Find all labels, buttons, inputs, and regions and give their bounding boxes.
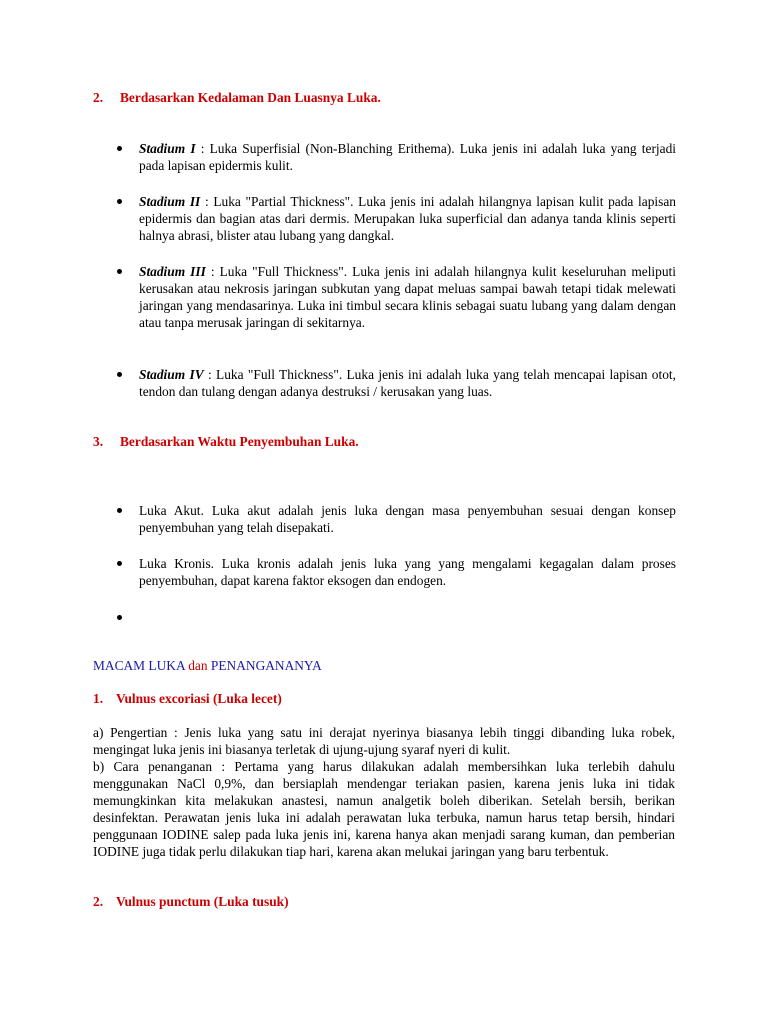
stadium-2-item bbox=[114, 193, 676, 244]
pengertian-paragraph: a) Pengertian : Jenis luka yang satu ini derajat nyerinya biasanya lebih tinggi dibanding luka robek, mengingat luka jenis ini biasanya terletak di ujung-ujung syaraf nyeri di kulit. bbox=[93, 725, 675, 757]
stadium-3-text: : Luka "Full Thickness". Luka jenis ini adalah hilangnya kulit keseluruhan meliputi kerusakan atau nekrosis jaringan subkutan yang dapat meluas sampai bawah tetapi tidak melewati jaringan yang mendasarinya. Luka ini timbul secara klinis sebagai suatu lubang yang dalam dengan atau tanpa merusak jaringan di sekitarnya. bbox=[139, 264, 676, 330]
luka-kronis-text: Luka Kronis. Luka kronis adalah jenis luka yang yang mengalami kegagalan dalam proses penyembuhan, dapat karena faktor eksogen dan endogen. bbox=[139, 556, 676, 588]
section-3-number: 3. bbox=[93, 434, 104, 449]
luka-akut-item bbox=[114, 502, 676, 536]
stadium-1-text: : Luka Superfisial (Non-Blanching Erithema). Luka jenis ini adalah luka yang terjadi pada lapisan epidermis kulit. bbox=[139, 141, 676, 173]
macam-title-part3: PENANGANANYA bbox=[207, 658, 322, 673]
section-2-heading bbox=[93, 89, 381, 106]
section-2-title: Berdasarkan Kedalaman Dan Luasnya Luka. bbox=[120, 90, 381, 105]
stadium-4-item bbox=[114, 366, 676, 400]
section-2-number: 2. bbox=[93, 90, 104, 105]
section-3-title: Berdasarkan Waktu Penyembuhan Luka. bbox=[120, 434, 359, 449]
stadium-2-text: : Luka "Partial Thickness". Luka jenis ini adalah hilangnya lapisan kulit pada lapisan epidermis dan bagian atas dari dermis. Merupakan luka superficial dan adanya tanda klinis seperti halnya abrasi, blister atau lubang yang dangkal. bbox=[139, 194, 676, 243]
stadium-4-term: Stadium IV bbox=[139, 367, 204, 382]
stadium-1-term: Stadium I bbox=[139, 141, 196, 156]
stadium-4-text: : Luka "Full Thickness". Luka jenis ini adalah luka yang telah mencapai lapisan otot, tendon dan tulang dengan adanya destruksi / kerusakan yang luas. bbox=[139, 367, 676, 399]
macam-title-part1: MACAM LUKA bbox=[93, 658, 189, 673]
section-3-heading bbox=[93, 433, 359, 450]
item-2-number: 2. bbox=[93, 894, 104, 909]
vulnus-punctum-heading bbox=[93, 893, 289, 910]
stadium-2-term: Stadium II bbox=[139, 194, 201, 209]
stadium-3-item bbox=[114, 263, 676, 331]
macam-luka-heading bbox=[93, 657, 322, 674]
item-1-number: 1. bbox=[93, 691, 104, 706]
stadium-3-term: Stadium III bbox=[139, 264, 206, 279]
luka-akut-text: Luka Akut. Luka akut adalah jenis luka dengan masa penyembuhan sesuai dengan konsep penyembuhan yang telah disepakati. bbox=[139, 503, 676, 535]
cara-penanganan-paragraph: b) Cara penanganan : Pertama yang harus dilakukan adalah membersihkan luka terlebih dahulu menggunakan NaCl 0,9%, dan bersiaplah mendengar teriakan pasien, karena jenis luka ini tidak memungkinkan kita melakukan anastesi, namun analgetik boleh diberikan. Setelah bersih, berikan desinfektan. Perawatan jenis luka ini adalah perawatan luka terbuka, namun harus tetap bersih, hindari penggunaan IODINE salep pada luka jenis ini, karena hanya akan menjadi sarang kuman, dan pemberian IODINE juga tidak perlu dilakukan tiap hari, karena akan melukai jaringan yang baru terbentuk. bbox=[93, 759, 675, 859]
luka-kronis-item bbox=[114, 555, 676, 589]
item-2-title: Vulnus punctum (Luka tusuk) bbox=[116, 894, 289, 909]
stadium-1-item bbox=[114, 140, 676, 174]
vulnus-excoriasi-heading bbox=[93, 690, 282, 707]
macam-title-part2: dan bbox=[188, 658, 208, 673]
item-1-title: Vulnus excoriasi (Luka lecet) bbox=[116, 691, 282, 706]
